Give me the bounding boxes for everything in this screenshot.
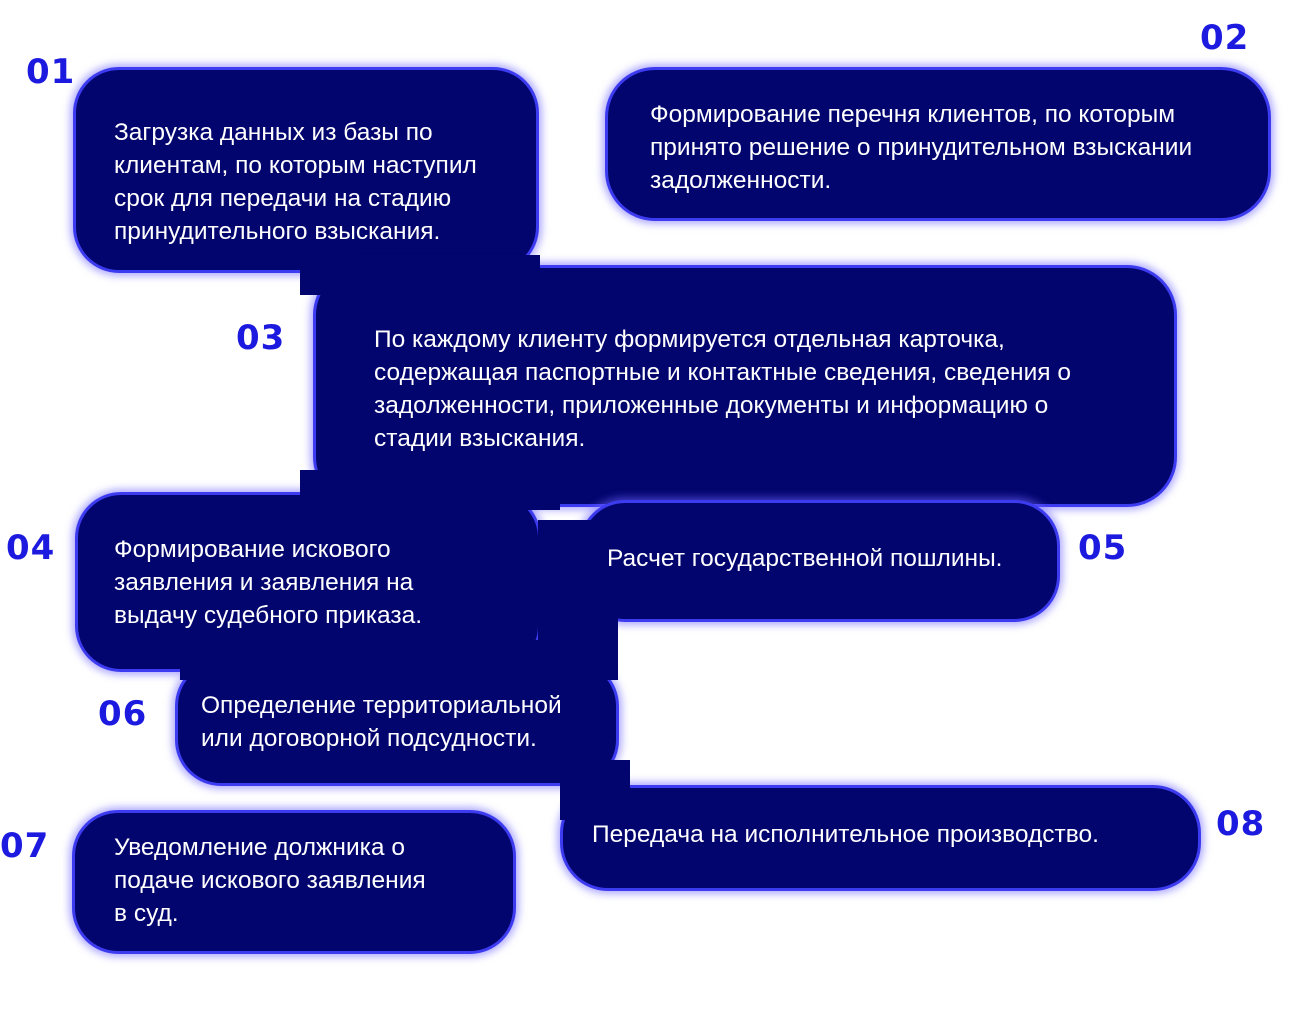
- step-03-number: 03: [236, 318, 286, 358]
- step-01-number: 01: [26, 52, 76, 92]
- connector-06-08: [560, 760, 630, 820]
- step-02-text: Формирование перечня клиентов, по которым принято решение о принудительном взыскании задолженности.: [650, 101, 1193, 194]
- step-08-number: 08: [1216, 804, 1266, 844]
- connector-03-04: [300, 470, 560, 510]
- step-05-text: Расчет государственной пошлины.: [607, 545, 1003, 572]
- step-07-text: Уведомление должника о подаче искового заявления в суд.: [114, 834, 426, 927]
- step-06-number: 06: [98, 694, 148, 734]
- step-04-number: 04: [6, 528, 56, 568]
- connector-01-03: [300, 255, 540, 295]
- step-06-text: Определение территориальной или договорной подсудности.: [201, 692, 562, 752]
- step-01-text: Загрузка данных из базы по клиентам, по которым наступил срок для передачи на стадию принудительного взыскания.: [114, 119, 477, 245]
- step-03-text: По каждому клиенту формируется отдельная карточка, содержащая паспортные и контактные сведения, сведения о задолженности, приложенные документы и информацию о стадии взыскания.: [374, 326, 1071, 452]
- connector-04-06: [180, 640, 540, 680]
- step-04-text: Формирование искового заявления и заявления на выдачу судебного приказа.: [114, 536, 423, 629]
- step-08-text: Передача на исполнительное производство.: [592, 821, 1099, 848]
- step-05-number: 05: [1078, 528, 1128, 568]
- step-07-number: 07: [0, 826, 50, 866]
- step-02-number: 02: [1200, 18, 1250, 58]
- connector-05-stem: [538, 520, 618, 680]
